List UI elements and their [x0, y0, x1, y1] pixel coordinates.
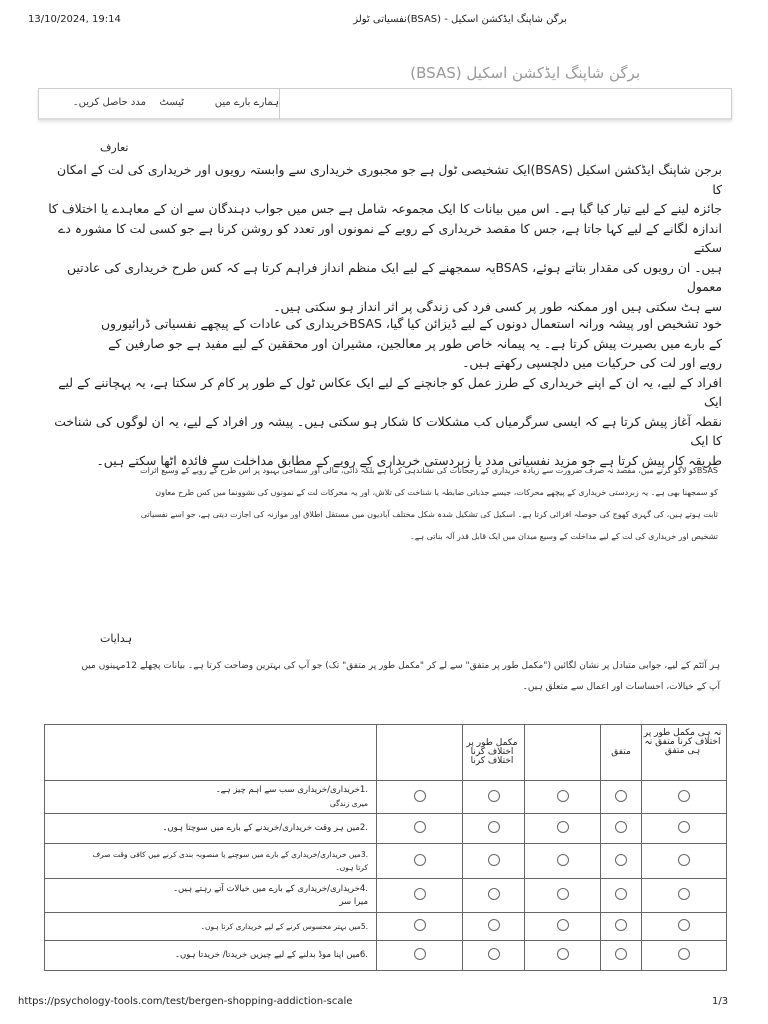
print-page-title: برگن شاپنگ ایڈکشن اسکیل - (BSAS)نفسیاتی ٹولز [353, 14, 567, 25]
intro-paragraph-1 [44, 160, 722, 316]
radio-cell [525, 941, 601, 971]
radio-option[interactable] [615, 854, 627, 866]
radio-option[interactable] [557, 790, 569, 802]
header-empty [377, 725, 463, 781]
table-row [45, 879, 727, 913]
item-line-1: .6میں اپنا موڈ بدلنے کے لیے چیزیں خریدتا/ خریدتا ہوں۔ [174, 950, 368, 960]
radio-cell [463, 941, 525, 971]
radio-cell [463, 781, 525, 814]
radio-cell [642, 913, 727, 941]
header-item-column [45, 725, 377, 781]
table-row [45, 913, 727, 941]
radio-option[interactable] [414, 888, 426, 900]
table-row [45, 844, 727, 879]
radio-option[interactable] [678, 821, 690, 833]
item-text [45, 879, 377, 913]
radio-cell [525, 814, 601, 844]
paragraph-line: برجن شاپنگ ایڈکشن اسکیل (BSAS)ایک تشخیصی ٹول ہے جو مجبوری خریداری سے وابستہ رویوں اور خریداری کی لت کے امکان کا [57, 162, 722, 197]
radio-cell [601, 879, 642, 913]
radio-cell [463, 814, 525, 844]
paragraph-line: تشخیص اور خریداری کی لت کے لیے مداخلت کے وسیع میدان میں ایک قابل قدر آلہ بناتی ہے۔ [410, 532, 718, 541]
item-text [45, 844, 377, 879]
radio-cell [601, 941, 642, 971]
table-row [45, 814, 727, 844]
paragraph-line: ثابت ہوتے ہیں، کی گہری کھوج کی حوصلہ افزائی کرتا ہے۔ اسکیل کی تشکیل شدہ شکل مختلف آبادیوں میں مستقل اطلاق اور موازنہ کی اجازت دیتی ہے، جو اسے نفسیاتی [140, 510, 718, 519]
paragraph-line: کو سمجھنا بھی ہے۔ یہ زبردستی خریداری کے پیچھے محرکات، جیسے جذباتی ضابطہ یا شناخت کی تلاش، اور یہ محرکات لت کے نمونوں کی نشوونما میں کس طرح معاون [155, 488, 718, 497]
radio-option[interactable] [414, 919, 426, 931]
radio-cell [525, 844, 601, 879]
radio-option[interactable] [678, 919, 690, 931]
item-text [45, 781, 377, 814]
print-footer-page: 1/3 [712, 996, 729, 1007]
radio-cell [642, 941, 727, 971]
print-datetime: 13/10/2024, 19:14 [28, 14, 121, 25]
radio-option[interactable] [615, 888, 627, 900]
paragraph-line: ہیں۔ ان رویوں کی مقدار بتاتے ہوئے، BSASیہ سمجھنے کے لیے ایک منظم انداز فراہم کرتا ہے کہ کس طرح خریداری کی عادتیں معمول [67, 259, 722, 294]
item-line-2: میرا سر [339, 896, 368, 907]
radio-option[interactable] [615, 919, 627, 931]
radio-cell [525, 781, 601, 814]
radio-option[interactable] [615, 790, 627, 802]
radio-cell [601, 844, 642, 879]
page-title: برگن شاپنگ ایڈکشن اسکیل (BSAS) [410, 64, 640, 82]
paragraph-line: رویے اور لت کی حرکیات میں دلچسپی رکھتے ہیں۔ [462, 355, 722, 370]
radio-cell [525, 879, 601, 913]
radio-option[interactable] [678, 948, 690, 960]
radio-cell [601, 814, 642, 844]
radio-cell [377, 781, 463, 814]
radio-option[interactable] [414, 790, 426, 802]
intro-paragraph-2 [44, 314, 722, 470]
radio-option[interactable] [414, 948, 426, 960]
header-blank [525, 725, 601, 781]
instructions-text [44, 656, 720, 698]
radio-cell [463, 879, 525, 913]
header-agree: متفق [601, 725, 642, 781]
header-strongly-disagree: مکمل طور پر اختلاف کرنا اختلاف کرنا [463, 725, 525, 781]
item-line-1: .5میں بہتر محسوس کرنے کے لیے خریداری کرتا ہوں۔ [200, 922, 368, 931]
radio-cell [377, 814, 463, 844]
intro-paragraph-3 [44, 460, 718, 548]
questionnaire-table [44, 724, 727, 971]
instructions-line: آپ کے خیالات، احساسات اور اعمال سے متعلق ہیں۔ [522, 682, 720, 692]
item-text [45, 913, 377, 941]
radio-option[interactable] [557, 888, 569, 900]
radio-cell [601, 913, 642, 941]
radio-cell [601, 781, 642, 814]
paragraph-line: طریقہ کار پیش کرتا ہے جو مزید نفسیاتی مدد یا زبردستی خریداری کے رویے کے مطابق مداخلت سے فائدہ اٹھا سکتے ہیں۔ [96, 452, 722, 468]
radio-option[interactable] [615, 821, 627, 833]
radio-option[interactable] [678, 854, 690, 866]
radio-cell [377, 844, 463, 879]
radio-cell [642, 879, 727, 913]
table-row [45, 941, 727, 971]
radio-cell [377, 879, 463, 913]
radio-cell [642, 814, 727, 844]
radio-option[interactable] [615, 948, 627, 960]
radio-option[interactable] [678, 790, 690, 802]
radio-option[interactable] [488, 919, 500, 931]
paragraph-line: سے ہٹ سکتی ہیں اور ممکنہ طور پر کسی فرد کی زندگی پر اثر انداز ہو سکتی ہیں۔ [273, 298, 722, 314]
radio-option[interactable] [488, 948, 500, 960]
radio-option[interactable] [557, 854, 569, 866]
nav-bar [38, 88, 732, 120]
radio-option[interactable] [557, 948, 569, 960]
header-neutral: نہ ہی مکمل طور پر اختلاف کرنا متفق نہ ہی متفق [642, 725, 727, 781]
radio-option[interactable] [488, 854, 500, 866]
paragraph-line: خود تشخیص اور پیشہ ورانہ استعمال دونوں کے لیے ڈیزائن کیا گیا، BSASخریداری کی عادات کے پیچھے نفسیاتی ڈرائیوروں [100, 316, 722, 331]
item-text [45, 814, 377, 844]
nav-divider [279, 89, 280, 119]
instructions-heading: ہدایات [100, 632, 133, 645]
paragraph-line: کے بارے میں بصیرت پیش کرتا ہے۔ یہ پیمانہ خاص طور پر معالجین، مشیران اور محققین کے لیے مفید ہے جو صارفین کے [108, 335, 722, 351]
radio-option[interactable] [488, 790, 500, 802]
radio-option[interactable] [488, 821, 500, 833]
item-line-1: .3میں خریداری/خریداری کے بارے میں سوچنے یا منصوبہ بندی کرنے میں کافی وقت صرف [92, 850, 368, 859]
item-line-1: .1خریداری/خریداری سب سے اہم چیز ہے۔ [215, 785, 368, 795]
radio-cell [377, 913, 463, 941]
intro-heading: تعارف [100, 141, 129, 154]
item-line-1: .2میں ہر وقت خریداری/خریدنے کے بارے میں سوچتا ہوں۔ [162, 823, 368, 833]
radio-cell [463, 913, 525, 941]
radio-cell [642, 844, 727, 879]
radio-option[interactable] [678, 888, 690, 900]
radio-cell [463, 844, 525, 879]
radio-cell [642, 781, 727, 814]
radio-option[interactable] [414, 821, 426, 833]
radio-option[interactable] [488, 888, 500, 900]
paragraph-line: نقطہ آغاز پیش کرتا ہے کہ ایسی سرگرمیاں کب مشکلات کا شکار ہو سکتی ہیں۔ پیشہ ور افراد کے لیے، یہ ان لوگوں کی شناخت کا ایک [54, 413, 722, 448]
print-footer-url: https://psychology-tools.com/test/bergen-shopping-addiction-scale [18, 996, 353, 1007]
instructions-line: ہر آئٹم کے لیے، جوابی متبادل پر نشان لگائیں ("مکمل طور پر متفق" سے لے کر "مکمل طور پر متفق" تک) جو آپ کی بہترین وضاحت کرتا ہے۔ بیانات پچھلے 12مہینوں میں [81, 661, 720, 671]
nav-about-link[interactable]: ہمارے بارے میں [214, 97, 279, 108]
item-line-2: میری زندگی [329, 799, 368, 808]
radio-option[interactable] [557, 821, 569, 833]
table-header-row [45, 725, 727, 781]
radio-cell [377, 941, 463, 971]
radio-option[interactable] [557, 919, 569, 931]
radio-option[interactable] [414, 854, 426, 866]
paragraph-line: جائزہ لینے کے لیے تیار کیا گیا ہے۔ اس میں بیانات کا ایک مجموعہ شامل ہے جس میں جواب دہندگان سے ان کے معاہدے یا اختلاف کا [48, 201, 722, 216]
paragraph-line: BSASکو لاگو کرنے میں، مقصد نہ صرف ضرورت سے زیادہ خریداری کے رجحانات کی نشاندہی کرنا ہے بلکہ ذاتی، مالی اور سماجی بہبود پر اس طرح کے رویے کے وسیع اثرات [140, 466, 718, 475]
paragraph-line: اندازہ لگانے کے لیے کہا جاتا ہے، جس کا مقصد خریداری کے رویے کے نمونوں اور تعدد کو روشن کرنا ہے جو کسی لت کا مشورہ دے سکتے [58, 220, 722, 255]
item-line-2: کرتا ہوں۔ [335, 863, 368, 872]
paragraph-line: افراد کے لیے، یہ ان کے اپنے خریداری کے طرز عمل کو جانچنے کے لیے ایک عکاس ٹول کے طور پر کام کر سکتا ہے، یہ پہچاننے کے لیے ایک [58, 374, 722, 409]
item-line-1: .4خریداری/خریداری کے بارے میں خیالات آتے رہتے ہیں۔ [173, 883, 368, 894]
nav-help-link[interactable]: مدد حاصل کریں۔ [72, 97, 146, 108]
item-text [45, 941, 377, 971]
nav-test-link[interactable]: ٹیسٹ [159, 97, 184, 108]
table-row [45, 781, 727, 814]
radio-cell [525, 913, 601, 941]
